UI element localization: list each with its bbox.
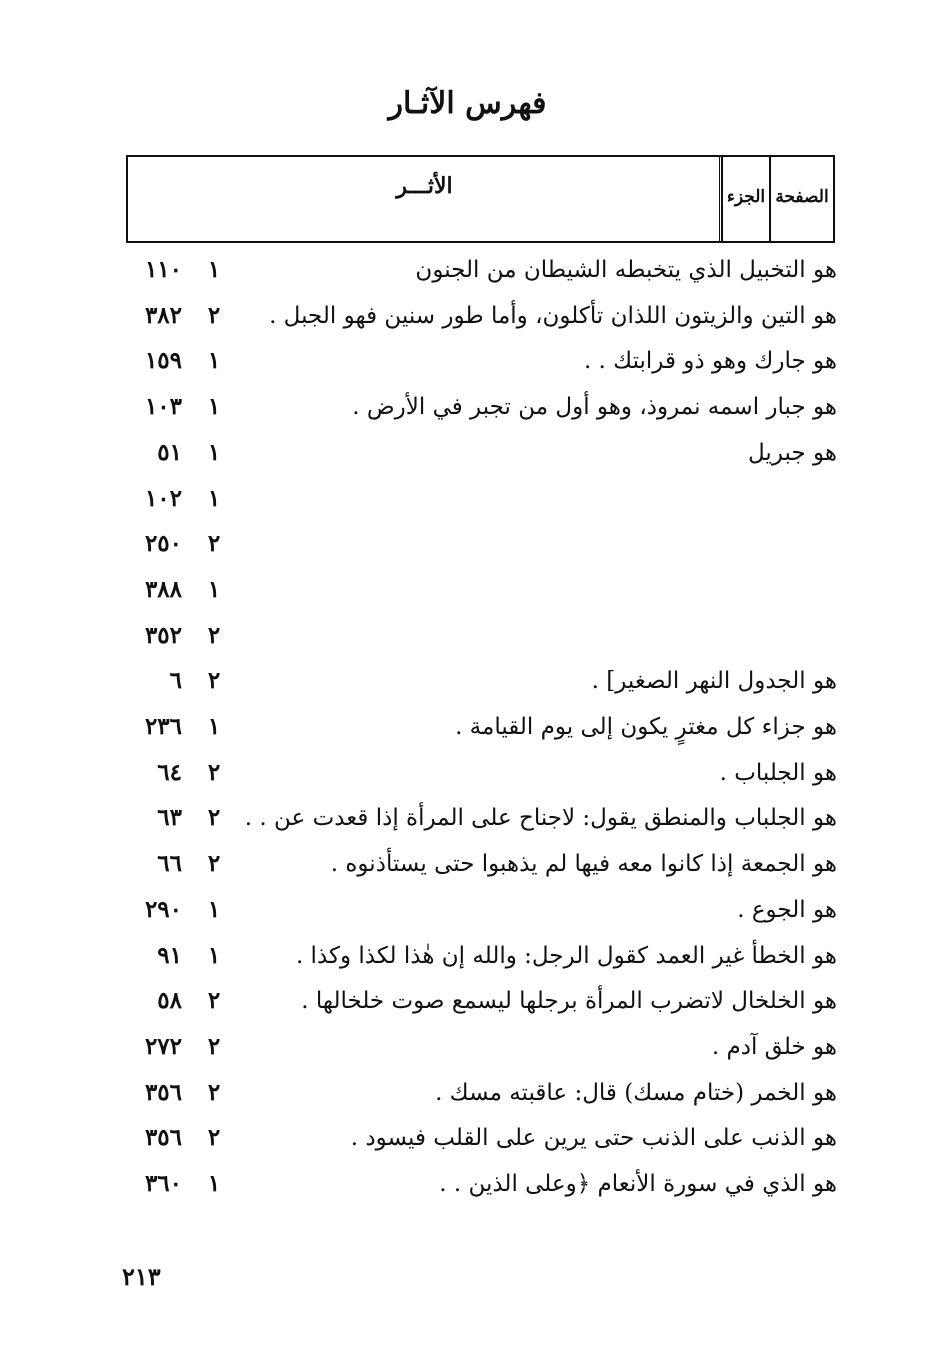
page-ref: ٦٤ bbox=[157, 759, 182, 786]
athar-text: هو الجلباب . bbox=[719, 760, 837, 786]
juz-number: ١ bbox=[207, 485, 221, 512]
athar-text: هو الذنب على الذنب حتى يرين على القلب فيسود . bbox=[350, 1125, 837, 1151]
juz-number: ١ bbox=[207, 896, 221, 923]
table-row bbox=[0, 524, 935, 564]
page-ref: ٣٦٠ bbox=[144, 1170, 182, 1197]
athar-text: هو الخمر (ختام مسك) قال: عاقبته مسك . bbox=[435, 1080, 837, 1106]
juz-number: ٢ bbox=[207, 850, 221, 877]
page-ref: ٢٧٢ bbox=[144, 1033, 182, 1060]
athar-text: هو الخلخال لاتضرب المرأة برجلها ليسمع صوت خلخالها . bbox=[301, 988, 837, 1014]
table-row bbox=[0, 890, 935, 930]
athar-text: هو الجوع . bbox=[737, 897, 837, 923]
athar-text: هو جزاء كل مغترٍ يكون إلى يوم القيامة . bbox=[455, 714, 837, 740]
athar-text: هو خلق آدم . bbox=[711, 1034, 837, 1060]
juz-number: ١ bbox=[207, 256, 221, 283]
juz-number: ٢ bbox=[207, 987, 221, 1014]
table-row bbox=[0, 1118, 935, 1158]
athar-text: هو الذي في سورة الأنعام ﴿وعلى الذين . . bbox=[439, 1171, 837, 1197]
page-ref: ٢٩٠ bbox=[144, 896, 182, 923]
table-row bbox=[0, 570, 935, 610]
juz-number: ١ bbox=[207, 439, 221, 466]
header-athar: الأثـــر bbox=[396, 173, 453, 199]
juz-number: ٢ bbox=[207, 1124, 221, 1151]
table-row bbox=[0, 250, 935, 290]
table-row bbox=[0, 616, 935, 656]
juz-number: ١ bbox=[207, 393, 221, 420]
athar-text: هو التخبيل الذي يتخبطه الشيطان من الجنون bbox=[415, 257, 837, 283]
page-ref: ٢٣٦ bbox=[144, 713, 182, 740]
page-ref: ٢٥٠ bbox=[144, 530, 182, 557]
page-ref: ٣٥٢ bbox=[144, 622, 182, 649]
table-row bbox=[0, 341, 935, 381]
table-row bbox=[0, 1027, 935, 1067]
page-ref: ١٠٣ bbox=[144, 393, 182, 420]
page-ref: ١١٠ bbox=[144, 256, 182, 283]
page-ref: ٣٨٢ bbox=[144, 302, 182, 329]
page-ref: ٦ bbox=[169, 667, 182, 694]
juz-number: ١ bbox=[207, 713, 221, 740]
juz-number: ٢ bbox=[207, 667, 221, 694]
page-ref: ٦٣ bbox=[157, 804, 182, 831]
juz-number: ٢ bbox=[207, 622, 221, 649]
athar-text: هو الجلباب والمنطق يقول: لاجناح على المرأة إذا قعدت عن . . bbox=[244, 805, 837, 831]
table-row bbox=[0, 1164, 935, 1204]
page-ref: ٦٦ bbox=[157, 850, 182, 877]
juz-number: ١ bbox=[207, 1170, 221, 1197]
page-number: ٢١٣ bbox=[122, 1262, 161, 1291]
juz-number: ٢ bbox=[207, 302, 221, 329]
juz-number: ١ bbox=[207, 347, 221, 374]
page-ref: ٣٨٨ bbox=[144, 576, 182, 603]
athar-text: هو الجمعة إذا كانوا معه فيها لم يذهبوا حتى يستأذنوه . bbox=[330, 851, 837, 877]
athar-text: هو التين والزيتون اللذان تأكلون، وأما طور سنين فهو الجبل . bbox=[269, 303, 837, 329]
page-title: فهرس الآثـار bbox=[388, 86, 547, 121]
table-row bbox=[0, 798, 935, 838]
juz-number: ٢ bbox=[207, 1033, 221, 1060]
table-row bbox=[0, 707, 935, 747]
page-ref: ١٠٢ bbox=[144, 485, 182, 512]
athar-text: هو الخطأ غير العمد كقول الرجل: والله إن هٰذا لكذا وكذا . bbox=[295, 943, 837, 969]
page-ref: ٣٥٦ bbox=[144, 1079, 182, 1106]
header-page: الصفحة bbox=[769, 157, 833, 241]
table-row bbox=[0, 1073, 935, 1113]
page-ref: ٣٥٦ bbox=[144, 1124, 182, 1151]
juz-number: ٢ bbox=[207, 759, 221, 786]
table-row bbox=[0, 661, 935, 701]
juz-number: ٢ bbox=[207, 530, 221, 557]
juz-number: ٢ bbox=[207, 804, 221, 831]
juz-number: ٢ bbox=[207, 1079, 221, 1106]
table-row bbox=[0, 296, 935, 336]
table-row bbox=[0, 753, 935, 793]
table-row bbox=[0, 844, 935, 884]
page-ref: ٥١ bbox=[157, 439, 182, 466]
table-row bbox=[0, 433, 935, 473]
athar-text: هو جبار اسمه نمروذ، وهو أول من تجبر في الأرض . bbox=[352, 394, 837, 420]
page-ref: ٩١ bbox=[157, 942, 182, 969]
table-row bbox=[0, 387, 935, 427]
table-row bbox=[0, 479, 935, 519]
athar-text: هو جارك وهو ذو قرابتك . . bbox=[583, 348, 837, 374]
athar-text: هو جبريل bbox=[748, 440, 837, 466]
athar-text: هو الجدول النهر الصغير] . bbox=[591, 668, 837, 694]
header-juz: الجزء bbox=[721, 157, 769, 241]
juz-number: ١ bbox=[207, 576, 221, 603]
index-table-header bbox=[126, 155, 835, 243]
table-row bbox=[0, 981, 935, 1021]
juz-number: ١ bbox=[207, 942, 221, 969]
page-ref: ٥٨ bbox=[157, 987, 182, 1014]
table-row bbox=[0, 936, 935, 976]
page-ref: ١٥٩ bbox=[144, 347, 182, 374]
